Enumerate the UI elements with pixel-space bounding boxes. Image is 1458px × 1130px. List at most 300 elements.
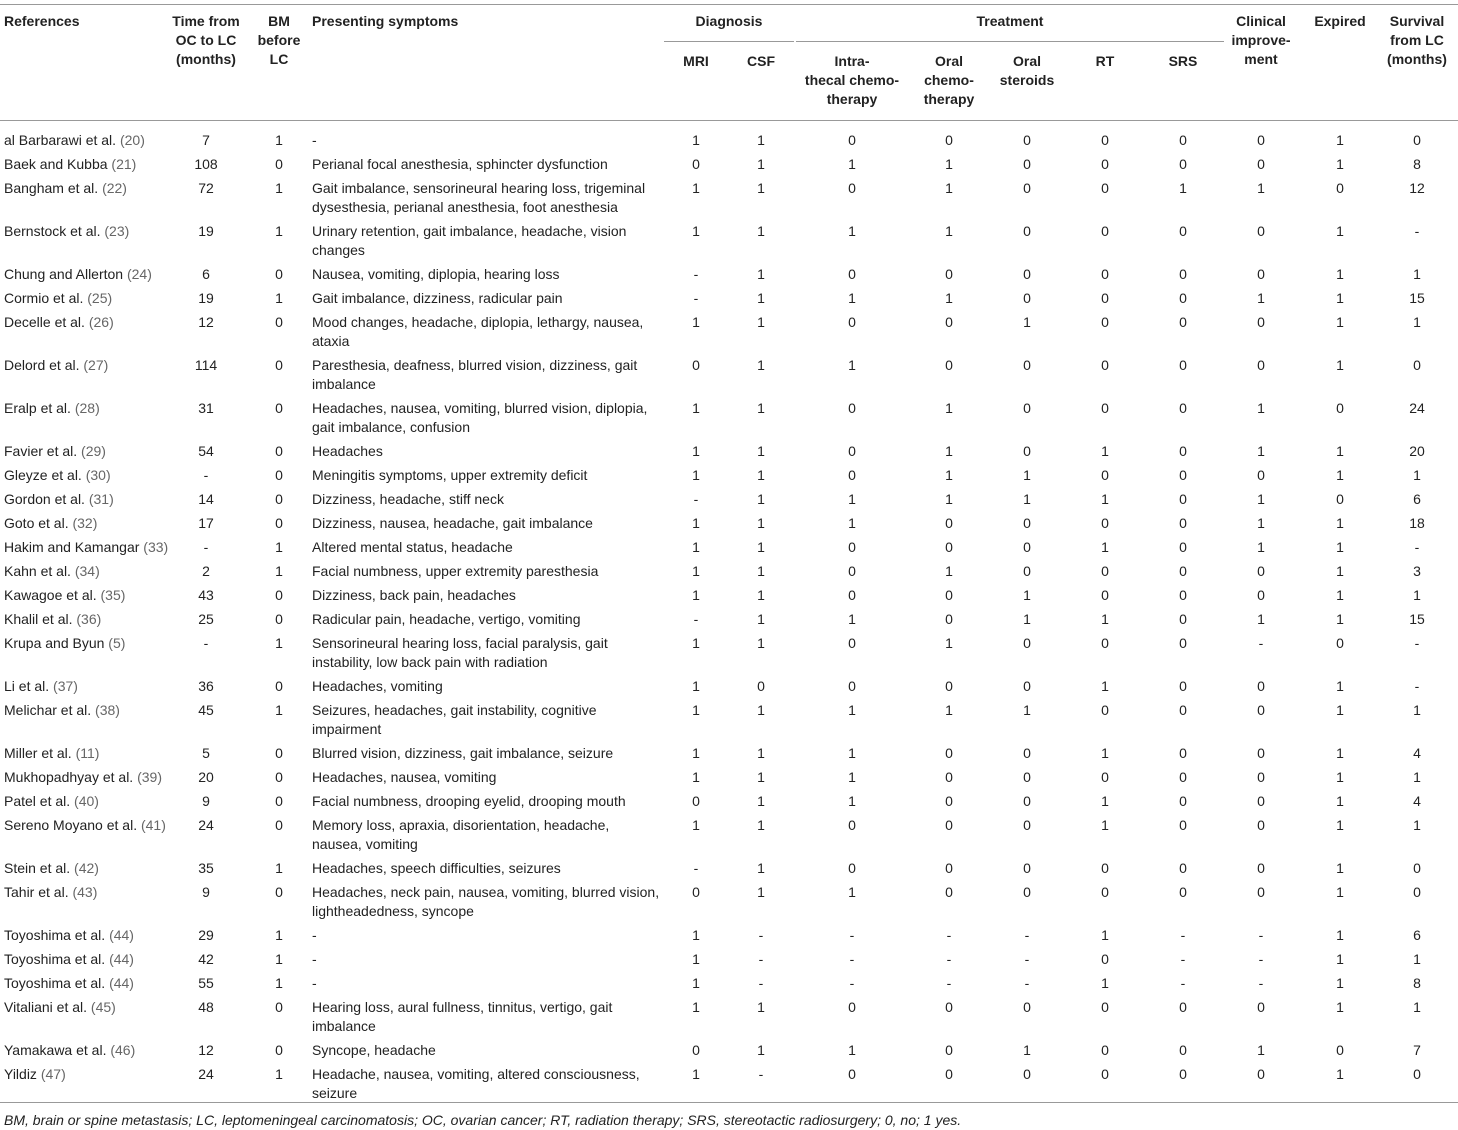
- reference-cell: [4, 490, 114, 509]
- table-row: [0, 490, 1458, 509]
- reference-name: Melichar et al.: [4, 702, 92, 718]
- srs-cell: 0: [1179, 884, 1187, 900]
- reference-link[interactable]: (20): [119, 132, 145, 148]
- mri-cell: -: [693, 860, 699, 876]
- header-os-line1: Oral: [1012, 53, 1041, 69]
- rt-cell: 1: [1101, 443, 1109, 459]
- ci-cell: 1: [1257, 1042, 1265, 1058]
- ci-cell: 1: [1257, 180, 1265, 196]
- rt-cell: 0: [1101, 156, 1109, 172]
- os-cell: 0: [1023, 563, 1031, 579]
- reference-link[interactable]: (30): [85, 467, 111, 483]
- surv-cell: 0: [1413, 132, 1421, 148]
- reference-name: Gordon et al.: [4, 491, 85, 507]
- csf-cell: 1: [757, 587, 765, 603]
- reference-link[interactable]: (25): [87, 290, 113, 306]
- rt-cell: 0: [1101, 314, 1109, 330]
- table-row: [0, 744, 1458, 763]
- surv-cell: 1: [1413, 266, 1421, 282]
- rt-cell: 0: [1101, 1066, 1109, 1082]
- bm-cell: 0: [275, 678, 283, 694]
- reference-cell: [4, 677, 78, 696]
- reference-name: Kawagoe et al.: [4, 587, 97, 603]
- header-presenting-symptoms: Presenting symptoms: [312, 13, 459, 29]
- rt-cell: 0: [1101, 769, 1109, 785]
- reference-link[interactable]: (36): [76, 611, 102, 627]
- reference-cell: [4, 974, 134, 993]
- surv-cell: -: [1414, 223, 1420, 239]
- csf-cell: 1: [757, 443, 765, 459]
- ci-cell: 1: [1257, 290, 1265, 306]
- header-surv-line3: (months): [1387, 51, 1447, 67]
- surv-cell: 15: [1409, 290, 1425, 306]
- reference-cell: [4, 998, 116, 1017]
- exp-cell: 0: [1336, 400, 1344, 416]
- csf-cell: 1: [757, 515, 765, 531]
- header-time-line2: OC to LC: [175, 32, 237, 48]
- symptoms-cell: [312, 289, 662, 308]
- reference-cell: [4, 883, 97, 902]
- csf-cell: 1: [757, 793, 765, 809]
- reference-link[interactable]: (42): [74, 860, 99, 876]
- rt-cell: 0: [1101, 635, 1109, 651]
- symptoms-line: Headaches, neck pain, nausea, vomiting, blurred vision,: [312, 884, 660, 900]
- symptoms-cell: [312, 1041, 662, 1060]
- table-row: [0, 610, 1458, 629]
- exp-cell: 1: [1336, 290, 1344, 306]
- header-treatment: Treatment: [976, 13, 1044, 29]
- reference-link[interactable]: (43): [72, 884, 98, 900]
- header-it-line1: Intra-: [834, 53, 870, 69]
- bm-cell: 1: [275, 635, 283, 651]
- table-row: [0, 265, 1458, 284]
- table-row: [0, 466, 1458, 485]
- reference-link[interactable]: (47): [40, 1066, 66, 1082]
- exp-cell: 1: [1336, 745, 1344, 761]
- time-cell: 35: [198, 860, 214, 876]
- reference-name: Yildiz: [4, 1066, 37, 1082]
- reference-link[interactable]: (32): [72, 515, 98, 531]
- exp-cell: 0: [1336, 180, 1344, 196]
- os-cell: 0: [1023, 745, 1031, 761]
- reference-name: Tahir et al.: [4, 884, 69, 900]
- it-cell: 1: [848, 702, 856, 718]
- srs-cell: 0: [1179, 132, 1187, 148]
- mri-cell: 1: [692, 635, 700, 651]
- csf-cell: 1: [757, 999, 765, 1015]
- reference-name: Chung and Allerton: [4, 266, 124, 282]
- csf-cell: 1: [757, 1042, 765, 1058]
- time-cell: 14: [198, 491, 214, 507]
- rt-cell: 0: [1101, 180, 1109, 196]
- csf-cell: 1: [757, 563, 765, 579]
- oc-cell: 0: [945, 860, 953, 876]
- ci-cell: 0: [1257, 999, 1265, 1015]
- exp-cell: 1: [1336, 999, 1344, 1015]
- symptoms-line: Headaches, vomiting: [312, 678, 443, 694]
- surv-cell: 1: [1413, 587, 1421, 603]
- surv-cell: 12: [1409, 180, 1425, 196]
- reference-cell: [4, 222, 129, 241]
- rt-cell: 0: [1101, 951, 1109, 967]
- time-cell: 12: [198, 314, 214, 330]
- surv-cell: 15: [1409, 611, 1425, 627]
- ci-cell: -: [1258, 951, 1264, 967]
- bm-cell: 0: [275, 467, 283, 483]
- table-row: [0, 998, 1458, 1036]
- header-os-line2: steroids: [999, 72, 1055, 88]
- bm-cell: 0: [275, 515, 283, 531]
- bm-cell: 0: [275, 817, 283, 833]
- reference-cell: [4, 634, 125, 653]
- oc-cell: -: [946, 975, 952, 991]
- os-cell: 0: [1023, 793, 1031, 809]
- reference-cell: [4, 792, 99, 811]
- header-ci-line3: ment: [1244, 51, 1278, 67]
- surv-cell: 0: [1413, 860, 1421, 876]
- os-cell: 0: [1023, 769, 1031, 785]
- bm-cell: 1: [275, 927, 283, 943]
- reference-name: Hakim and Kamangar: [4, 539, 140, 555]
- os-cell: 0: [1023, 357, 1031, 373]
- os-cell: 0: [1023, 817, 1031, 833]
- oc-cell: 0: [945, 266, 953, 282]
- time-cell: 114: [194, 357, 218, 373]
- csf-cell: 1: [757, 702, 765, 718]
- it-cell: 0: [848, 266, 856, 282]
- reference-cell: [4, 1041, 135, 1060]
- mri-cell: 1: [692, 745, 700, 761]
- reference-name: Favier et al.: [4, 443, 78, 459]
- surv-cell: 1: [1413, 817, 1421, 833]
- bm-cell: 0: [275, 611, 283, 627]
- time-cell: 9: [202, 793, 210, 809]
- table-row: [0, 442, 1458, 461]
- mri-cell: -: [693, 266, 699, 282]
- mri-cell: 1: [692, 223, 700, 239]
- it-cell: 0: [848, 860, 856, 876]
- table-footnote: BM, brain or spine metastasis; LC, leptomeningeal carcinomatosis; OC, ovarian cancer; RT, radiation therapy; SRS, stereotactic radiosurgery; 0, no; 1 yes.: [4, 1112, 962, 1128]
- time-cell: 19: [198, 223, 214, 239]
- symptoms-cell: [312, 265, 662, 284]
- reference-link[interactable]: (38): [95, 702, 120, 718]
- symptoms-line: Urinary retention, gait imbalance, headache, vision: [312, 223, 627, 239]
- symptoms-line: changes: [312, 242, 365, 258]
- surv-cell: 18: [1409, 515, 1425, 531]
- time-cell: 31: [198, 400, 214, 416]
- symptoms-cell: [312, 974, 662, 993]
- reference-name: Eralp et al.: [4, 400, 71, 416]
- os-cell: 0: [1023, 443, 1031, 459]
- rt-cell: 1: [1101, 539, 1109, 555]
- symptoms-line: Headaches, nausea, vomiting: [312, 769, 497, 785]
- bottom-rule: [0, 1102, 1458, 1103]
- table-row: [0, 222, 1458, 260]
- exp-cell: 1: [1336, 1066, 1344, 1082]
- oc-cell: 0: [945, 611, 953, 627]
- ci-cell: 0: [1257, 357, 1265, 373]
- reference-link[interactable]: (29): [81, 443, 106, 459]
- reference-link[interactable]: (44): [109, 927, 134, 943]
- table-row: [0, 634, 1458, 672]
- rt-cell: 1: [1101, 793, 1109, 809]
- mri-cell: 0: [692, 156, 700, 172]
- oc-cell: 0: [945, 745, 953, 761]
- srs-cell: 0: [1179, 745, 1187, 761]
- reference-link[interactable]: (22): [102, 180, 127, 196]
- bm-cell: 0: [275, 793, 283, 809]
- exp-cell: 1: [1336, 884, 1344, 900]
- mri-cell: 1: [692, 400, 700, 416]
- time-cell: 43: [198, 587, 214, 603]
- it-cell: 0: [848, 587, 856, 603]
- table-row: [0, 792, 1458, 811]
- it-cell: 1: [848, 290, 856, 306]
- time-cell: 72: [198, 180, 214, 196]
- reference-name: Toyoshima et al.: [4, 975, 106, 991]
- symptoms-cell: [312, 179, 662, 217]
- header-bm-line2: before: [257, 32, 301, 48]
- reference-cell: [4, 950, 134, 969]
- csf-cell: 1: [757, 266, 765, 282]
- reference-link[interactable]: (5): [108, 635, 126, 651]
- oc-cell: 1: [945, 400, 953, 416]
- csf-cell: 1: [757, 156, 765, 172]
- bm-cell: 1: [275, 563, 283, 579]
- table-row: [0, 974, 1458, 993]
- os-cell: 1: [1023, 314, 1031, 330]
- srs-cell: 0: [1179, 491, 1187, 507]
- rt-cell: 0: [1101, 587, 1109, 603]
- rt-cell: 1: [1101, 491, 1109, 507]
- reference-link[interactable]: (44): [109, 951, 134, 967]
- rt-cell: 0: [1101, 515, 1109, 531]
- reference-link[interactable]: (28): [74, 400, 100, 416]
- oc-cell: 1: [945, 223, 953, 239]
- srs-cell: -: [1180, 927, 1186, 943]
- header-csf: CSF: [747, 53, 775, 69]
- symptoms-line: -: [312, 951, 317, 967]
- exp-cell: 1: [1336, 223, 1344, 239]
- exp-cell: 1: [1336, 975, 1344, 991]
- csf-cell: -: [758, 951, 764, 967]
- header-bm-line1: BM: [268, 13, 290, 29]
- exp-cell: 1: [1336, 702, 1344, 718]
- reference-link[interactable]: (46): [110, 1042, 136, 1058]
- top-rule: [0, 4, 1458, 5]
- oc-cell: 1: [945, 180, 953, 196]
- bm-cell: 1: [275, 702, 283, 718]
- symptoms-cell: [312, 514, 662, 533]
- os-cell: 0: [1023, 290, 1031, 306]
- time-cell: 54: [198, 443, 214, 459]
- header-ci-line1: Clinical: [1236, 13, 1286, 29]
- csf-cell: -: [758, 975, 764, 991]
- reference-link[interactable]: (37): [53, 678, 78, 694]
- symptoms-line: impairment: [312, 721, 382, 737]
- os-cell: 0: [1023, 635, 1031, 651]
- mri-cell: 1: [692, 1066, 700, 1082]
- os-cell: 0: [1023, 884, 1031, 900]
- srs-cell: 0: [1179, 539, 1187, 555]
- csf-cell: 1: [757, 180, 765, 196]
- reference-link[interactable]: (34): [74, 563, 100, 579]
- bm-cell: 0: [275, 266, 283, 282]
- exp-cell: 1: [1336, 563, 1344, 579]
- reference-link[interactable]: (39): [137, 769, 162, 785]
- srs-cell: 0: [1179, 769, 1187, 785]
- header-references: References: [4, 13, 80, 29]
- reference-link[interactable]: (23): [104, 223, 130, 239]
- oc-cell: 0: [945, 769, 953, 785]
- time-cell: -: [203, 539, 209, 555]
- mri-cell: 1: [692, 999, 700, 1015]
- surv-cell: 3: [1413, 563, 1421, 579]
- oc-cell: 0: [945, 817, 953, 833]
- surv-cell: 0: [1413, 884, 1421, 900]
- csf-cell: 1: [757, 860, 765, 876]
- ci-cell: 0: [1257, 467, 1265, 483]
- reference-link[interactable]: (44): [109, 975, 134, 991]
- reference-name: Kahn et al.: [4, 563, 71, 579]
- time-cell: 24: [198, 817, 214, 833]
- os-cell: 0: [1023, 180, 1031, 196]
- exp-cell: 1: [1336, 156, 1344, 172]
- oc-cell: 0: [945, 132, 953, 148]
- reference-cell: [4, 313, 114, 332]
- exp-cell: 1: [1336, 539, 1344, 555]
- exp-cell: 1: [1336, 132, 1344, 148]
- time-cell: 48: [198, 999, 214, 1015]
- surv-cell: 4: [1413, 745, 1421, 761]
- reference-link[interactable]: (21): [111, 156, 137, 172]
- time-cell: 25: [198, 611, 214, 627]
- it-cell: 0: [848, 180, 856, 196]
- surv-cell: 20: [1409, 443, 1425, 459]
- reference-cell: [4, 586, 125, 605]
- exp-cell: 1: [1336, 769, 1344, 785]
- exp-cell: 1: [1336, 793, 1344, 809]
- header-bm-before-lc: [255, 12, 303, 69]
- oc-cell: 1: [945, 702, 953, 718]
- symptoms-cell: [312, 701, 662, 739]
- reference-name: Stein et al.: [4, 860, 71, 876]
- symptoms-cell: [312, 562, 662, 581]
- bm-cell: 1: [275, 951, 283, 967]
- surv-cell: 8: [1413, 156, 1421, 172]
- reference-link[interactable]: (26): [88, 314, 114, 330]
- symptoms-line: Perianal focal anesthesia, sphincter dysfunction: [312, 156, 608, 172]
- symptoms-line: instability, low back pain with radiation: [312, 654, 548, 670]
- csf-cell: 1: [757, 817, 765, 833]
- bm-cell: 1: [275, 1066, 283, 1082]
- ci-cell: 0: [1257, 745, 1265, 761]
- rt-cell: 0: [1101, 1042, 1109, 1058]
- srs-cell: 0: [1179, 467, 1187, 483]
- oc-cell: 1: [945, 563, 953, 579]
- header-oral-chemo: [914, 52, 984, 109]
- time-cell: 5: [202, 745, 210, 761]
- os-cell: -: [1024, 951, 1030, 967]
- header-clinical-improvement: [1226, 12, 1296, 69]
- oc-cell: 1: [945, 467, 953, 483]
- bm-cell: 0: [275, 999, 283, 1015]
- rt-cell: 1: [1101, 745, 1109, 761]
- surv-cell: 24: [1409, 400, 1425, 416]
- mri-cell: 1: [692, 927, 700, 943]
- os-cell: 0: [1023, 223, 1031, 239]
- os-cell: 1: [1023, 702, 1031, 718]
- csf-cell: 1: [757, 357, 765, 373]
- bm-cell: 0: [275, 769, 283, 785]
- symptoms-line: seizure: [312, 1085, 358, 1101]
- it-cell: 0: [848, 678, 856, 694]
- reference-link[interactable]: (27): [83, 357, 109, 373]
- table-row: [0, 859, 1458, 878]
- srs-cell: 0: [1179, 563, 1187, 579]
- reference-cell: [4, 1065, 66, 1084]
- symptoms-line: Headaches, speech difficulties, seizures: [312, 860, 561, 876]
- surv-cell: 0: [1413, 357, 1421, 373]
- bm-cell: 1: [275, 180, 283, 196]
- srs-cell: 0: [1179, 587, 1187, 603]
- ci-cell: 0: [1257, 817, 1265, 833]
- symptoms-line: Altered mental status, headache: [312, 539, 513, 555]
- header-diagnosis: Diagnosis: [695, 13, 763, 29]
- reference-link[interactable]: (11): [75, 745, 100, 761]
- reference-link[interactable]: (31): [88, 491, 114, 507]
- srs-cell: 0: [1179, 611, 1187, 627]
- header-bottom-rule: [0, 120, 1458, 121]
- os-cell: 1: [1023, 1042, 1031, 1058]
- reference-cell: [4, 399, 100, 418]
- symptoms-line: -: [312, 975, 317, 991]
- reference-link[interactable]: (35): [100, 587, 126, 603]
- symptoms-line: Memory loss, apraxia, disorientation, headache,: [312, 817, 610, 833]
- exp-cell: 0: [1336, 491, 1344, 507]
- reference-link[interactable]: (45): [90, 999, 116, 1015]
- surv-cell: 7: [1413, 1042, 1421, 1058]
- symptoms-line: Nausea, vomiting, diplopia, hearing loss: [312, 266, 560, 282]
- ci-cell: 0: [1257, 587, 1265, 603]
- it-cell: 0: [848, 635, 856, 651]
- os-cell: 0: [1023, 156, 1031, 172]
- oc-cell: 0: [945, 884, 953, 900]
- reference-link[interactable]: (33): [143, 539, 169, 555]
- reference-name: Yamakawa et al.: [4, 1042, 107, 1058]
- symptoms-line: Facial numbness, upper extremity paresthesia: [312, 563, 599, 579]
- symptoms-line: Blurred vision, dizziness, gait imbalance, seizure: [312, 745, 614, 761]
- rt-cell: 1: [1101, 927, 1109, 943]
- reference-link[interactable]: (41): [140, 817, 166, 833]
- mri-cell: 1: [692, 769, 700, 785]
- header-oc-line1: Oral: [934, 53, 963, 69]
- bm-cell: 0: [275, 1042, 283, 1058]
- mri-cell: 1: [692, 515, 700, 531]
- oc-cell: 1: [945, 635, 953, 651]
- reference-link[interactable]: (24): [126, 266, 152, 282]
- reference-cell: [4, 289, 112, 308]
- table-row: [0, 313, 1458, 351]
- rt-cell: 1: [1101, 611, 1109, 627]
- table-row: [0, 677, 1458, 696]
- bm-cell: 0: [275, 400, 283, 416]
- reference-link[interactable]: (40): [74, 793, 99, 809]
- surv-cell: 8: [1413, 975, 1421, 991]
- mri-cell: 1: [692, 975, 700, 991]
- symptoms-cell: [312, 538, 662, 557]
- reference-name: Patel et al.: [4, 793, 71, 809]
